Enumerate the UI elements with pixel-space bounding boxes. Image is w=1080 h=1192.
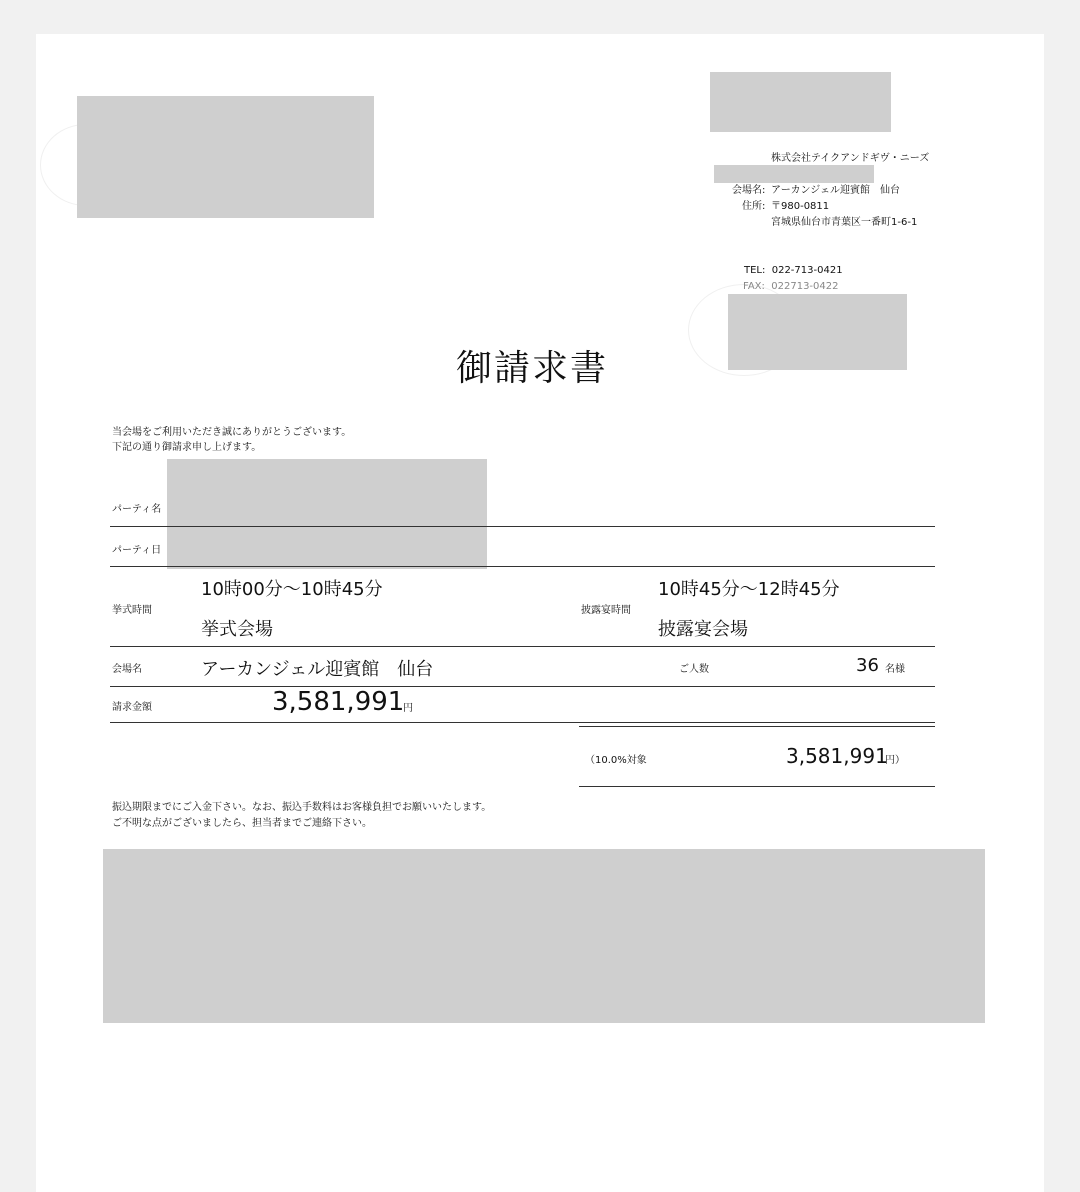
amount-unit: 円 bbox=[403, 703, 413, 714]
reception-venue: 披露宴会場 bbox=[658, 619, 748, 640]
company-venue-name: アーカンジェル迎賓館 仙台 bbox=[771, 185, 901, 196]
note-line-2: ご不明な点がございましたら、担当者までご連絡下さい。 bbox=[112, 818, 372, 829]
reception-time-label: 披露宴時間 bbox=[581, 605, 631, 616]
guests-value: 36 bbox=[856, 655, 879, 676]
redacted-bank-info bbox=[103, 849, 985, 1023]
divider-tax bbox=[579, 786, 935, 787]
intro-line-1: 当会場をご利用いただき誠にありがとうございます。 bbox=[112, 427, 352, 438]
ceremony-time-label: 挙式時間 bbox=[112, 605, 152, 616]
reception-time: 10時45分～12時45分 bbox=[658, 579, 840, 600]
divider-party-name bbox=[110, 526, 935, 527]
ceremony-venue: 挙式会場 bbox=[201, 619, 273, 640]
party-date-label: パーティ日 bbox=[112, 545, 162, 556]
company-name: 株式会社テイクアンドギヴ・ニーズ bbox=[771, 153, 930, 164]
intro-line-2: 下記の通り御請求申し上げます。 bbox=[112, 442, 262, 453]
company-fax: FAX: 022713-0422 bbox=[743, 281, 839, 292]
company-address: 宮城県仙台市青葉区一番町1-6-1 bbox=[771, 217, 918, 228]
guests-unit: 名様 bbox=[885, 664, 905, 675]
venue-name: アーカンジェル迎賓館 仙台 bbox=[201, 659, 434, 680]
company-venue-label: 会場名: bbox=[732, 185, 766, 196]
tax-unit: 円） bbox=[885, 755, 905, 766]
tax-value: 3,581,991 bbox=[786, 744, 888, 768]
divider-venue bbox=[110, 686, 935, 687]
redacted-seal-block bbox=[728, 294, 907, 370]
divider-amount-double bbox=[579, 726, 935, 727]
guests-label: ご人数 bbox=[679, 664, 709, 675]
invoice-page bbox=[36, 34, 1044, 1192]
party-name-label: パーティ名 bbox=[112, 504, 162, 515]
amount-value: 3,581,991 bbox=[272, 687, 405, 717]
redacted-recipient-block bbox=[77, 96, 374, 218]
venue-label: 会場名 bbox=[112, 664, 142, 675]
divider-amount bbox=[110, 722, 935, 723]
redacted-party-info bbox=[167, 459, 487, 569]
amount-label: 請求金額 bbox=[112, 702, 152, 713]
company-postal: 〒980-0811 bbox=[771, 201, 830, 212]
divider-party-date bbox=[110, 566, 935, 567]
page-title: 御請求書 bbox=[456, 348, 609, 389]
ceremony-time: 10時00分～10時45分 bbox=[201, 579, 383, 600]
tax-label: （10.0%対象 bbox=[585, 755, 647, 766]
company-tel: TEL: 022-713-0421 bbox=[744, 265, 843, 276]
company-address-label: 住所: bbox=[742, 201, 766, 212]
redacted-logo-block bbox=[710, 72, 891, 132]
redacted-company-line bbox=[714, 165, 874, 183]
note-line-1: 振込期限までにご入金下さい。なお、振込手数料はお客様負担でお願いいたします。 bbox=[112, 802, 492, 813]
divider-times bbox=[110, 646, 935, 647]
